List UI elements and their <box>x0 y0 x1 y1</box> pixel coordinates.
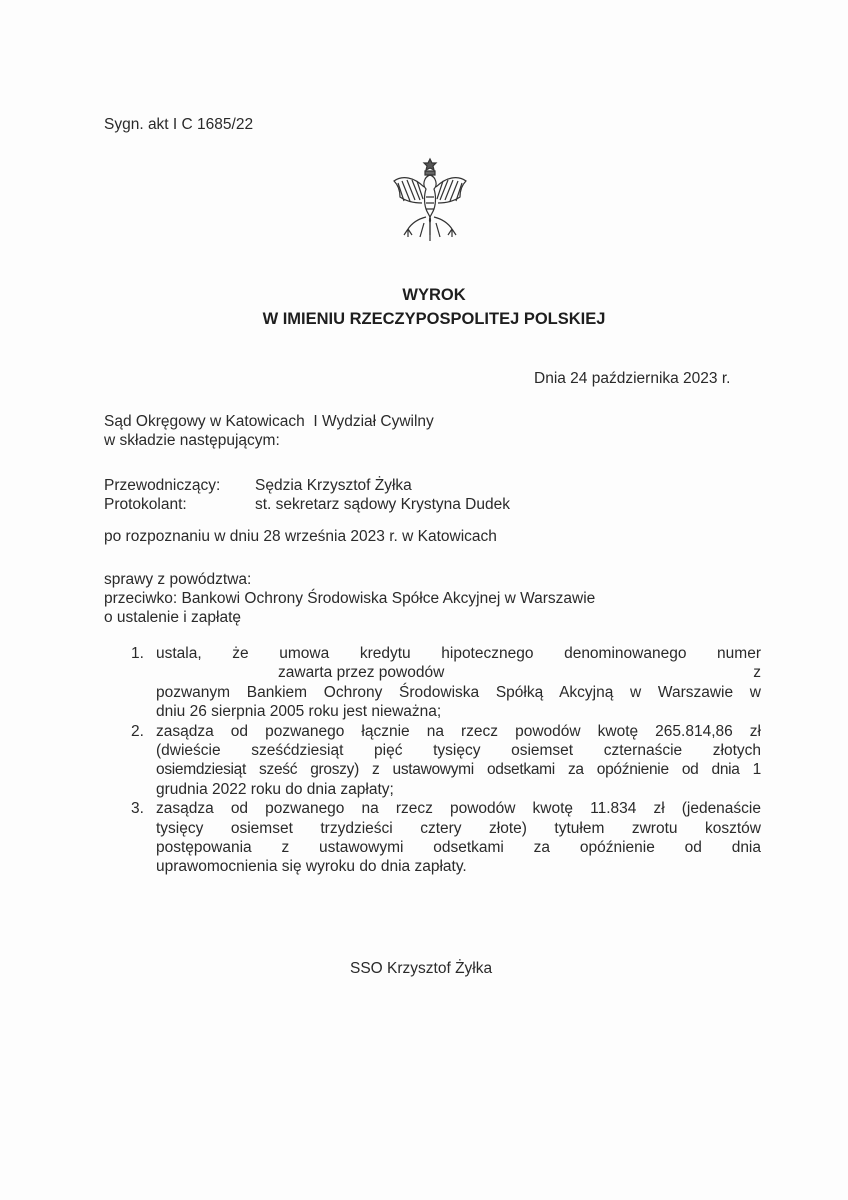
verdict-line: ustala, że umowa kredytu hipotecznego denominowanego numer <box>156 645 761 662</box>
composition-row <box>104 495 510 514</box>
case-subject: o ustalenie i zapłatę <box>104 609 242 626</box>
verdict-line: (dwieście sześćdziesiąt pięć tysięcy osiemset czternaście złotych <box>156 742 761 760</box>
role-name: Sędzia Krzysztof Żyłka <box>255 477 412 494</box>
court-composition-label: w składzie następującym: <box>104 432 280 449</box>
verdict-line: uprawomocnienia się wyroku do dnia zapłaty. <box>156 858 467 876</box>
case-defendant: przeciwko: Bankowi Ochrony Środowiska Spółce Akcyjnej w Warszawie <box>104 590 596 607</box>
court-info <box>104 412 434 450</box>
verdict-line: tysięcy osiemset trzydzieści cztery złote) tytułem zwrotu kosztów <box>156 819 761 837</box>
polish-eagle-emblem-icon <box>390 157 470 245</box>
case-info <box>104 570 595 627</box>
court-name: Sąd Okręgowy w Katowicach I Wydział Cywilny <box>104 413 434 430</box>
verdict-number: 2. <box>131 722 144 740</box>
verdict-line: postępowania z ustawowymi odsetkami za opóźnienie od dnia <box>156 839 761 857</box>
verdict-list <box>131 644 761 877</box>
hearing-info: po rozpoznaniu w dniu 28 września 2023 r. w Katowicach <box>104 528 497 545</box>
judgment-subtitle: W IMIENIU RZECZYPOSPOLITEJ POLSKIEJ <box>262 310 606 328</box>
verdict-line: dniu 26 sierpnia 2005 roku jest nieważna; <box>156 703 442 721</box>
role-name: st. sekretarz sądowy Krystyna Dudek <box>255 496 510 513</box>
verdict-line: zasądza od pozwanego łącznie na rzecz powodów kwotę 265.814,86 zł <box>156 722 761 740</box>
verdict-line: osiemdziesiąt sześć groszy) z ustawowymi odsetkami za opóźnienie od dnia 1 <box>156 761 761 779</box>
verdict-line-group <box>156 663 761 682</box>
judgment-date: Dnia 24 października 2023 r. <box>534 370 731 387</box>
verdict-line: zasądza od pozwanego na rzecz powodów kwotę 11.834 zł (jedenaście <box>156 800 761 818</box>
case-plaintiff-label: sprawy z powództwa: <box>104 571 252 588</box>
role-label: Przewodniczący: <box>104 477 221 494</box>
verdict-item <box>131 644 761 722</box>
judgment-title: WYROK <box>402 286 466 304</box>
verdict-item <box>131 799 761 877</box>
case-number: Sygn. akt I C 1685/22 <box>104 116 254 133</box>
verdict-number: 1. <box>131 645 144 662</box>
verdict-line: pozwanym Bankiem Ochrony Środowiska Spółką Akcyjną w Warszawie w <box>156 683 761 701</box>
verdict-line: grudnia 2022 roku do dnia zapłaty; <box>156 780 394 798</box>
judge-signature: SSO Krzysztof Żyłka <box>350 960 493 977</box>
verdict-number: 3. <box>131 800 144 818</box>
court-composition <box>104 476 510 514</box>
role-label: Protokolant: <box>104 496 187 513</box>
verdict-line: zawarta przez powodów <box>278 664 445 682</box>
verdict-item <box>131 722 761 800</box>
verdict-line: z <box>753 664 761 682</box>
composition-row <box>104 476 510 495</box>
